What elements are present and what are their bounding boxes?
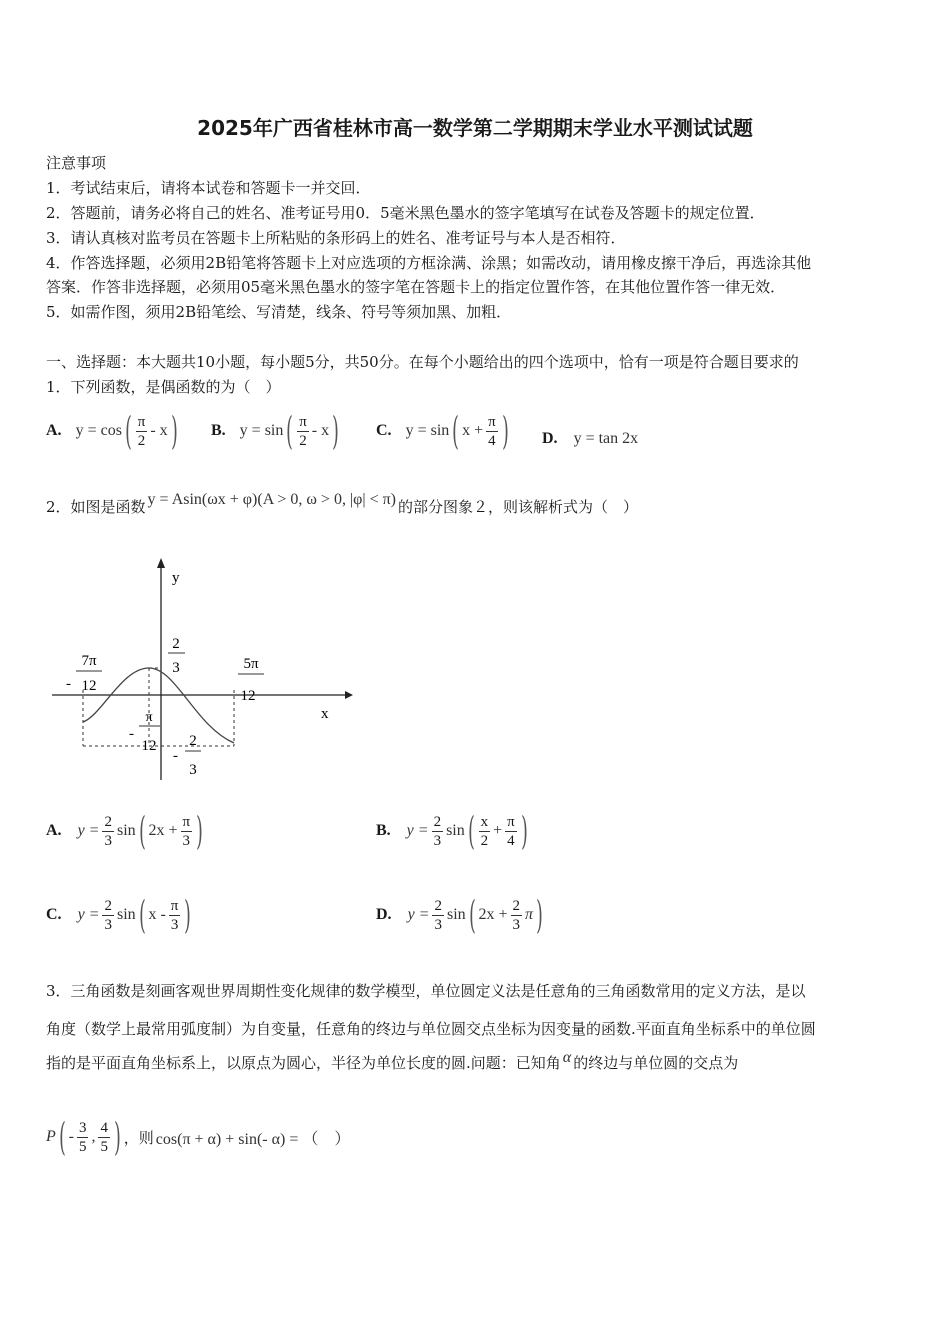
q3-point-line (46, 1115, 351, 1159)
q1b-lhs: y = sin (239, 422, 284, 439)
paren-open: ( (452, 409, 460, 453)
option-label: A. (46, 822, 62, 839)
notice-heading: 注意事项 (46, 154, 107, 172)
x-axis-arrow-icon (345, 691, 353, 699)
p-x-fraction: $\frac{3}{5}$ (78, 1119, 87, 1155)
arg-head: x - (148, 906, 166, 923)
paren-open: ( (138, 893, 146, 937)
option-label: A. (46, 422, 62, 439)
q1a-tail: - x (150, 422, 168, 439)
arg-tail: π (525, 906, 534, 923)
p-y-fraction: $\frac{4}{5}$ (100, 1119, 108, 1155)
alpha-symbol: α (562, 1048, 572, 1066)
sine-curve-main (83, 668, 234, 743)
point-label: P (46, 1128, 56, 1145)
q2-option-a[interactable] (46, 809, 204, 853)
coef-fraction: $\frac{2}{3}$ (104, 897, 112, 933)
label-top-den: 3 (172, 660, 180, 676)
fn-name: sin (116, 822, 136, 839)
label-top-num: 2 (172, 636, 180, 652)
option-label: B. (211, 422, 226, 439)
paren-close: ) (114, 1115, 121, 1159)
q3-line-3-pre: 指的是平面直角坐标系上，以原点为圆心，半径为单位长度的圆.问题：已知角 (46, 1054, 561, 1072)
paren-close: ) (536, 893, 543, 937)
paren-close: ) (501, 409, 509, 453)
y-axis-arrow-icon (157, 558, 165, 568)
label-right-den: 12 (240, 688, 256, 704)
paren-open: ( (467, 809, 475, 853)
q1b-tail: - x (311, 422, 330, 439)
paren-close: ) (520, 809, 528, 853)
coef-fraction: $\frac{2}{3}$ (104, 813, 112, 849)
fn-name: sin (116, 906, 136, 923)
arg-fraction: $\frac{\pi}{4}$ (507, 813, 515, 849)
coef-fraction: $\frac{2}{3}$ (433, 813, 442, 849)
paren-close: ) (332, 409, 339, 453)
y-equals: y = (406, 822, 429, 839)
q1b-fraction: $\frac{\pi}{2}$ (299, 413, 307, 449)
q3-line-3-post: 的终边与单位圆的交点为 (573, 1054, 739, 1072)
q1-option-c[interactable] (376, 409, 510, 453)
label-left-den: 12 (81, 678, 97, 694)
q2-option-d[interactable] (376, 893, 544, 937)
notice-line-6: 5．如需作图，须用2B铅笔绘、写清楚，线条、符号等须加黑、加粗． (46, 303, 512, 321)
coef-fraction: $\frac{2}{3}$ (434, 897, 442, 933)
plus-sign: + (493, 822, 503, 839)
paren-open: ( (286, 409, 294, 453)
q1c-lhs: y = sin (405, 422, 450, 439)
q1-stem: 1．下列函数，是偶函数的为（ ） (46, 378, 281, 396)
label-mid-num: π (145, 710, 153, 725)
q2-stem-post: 的部分图象２，则该解析式为（ ） (398, 498, 639, 516)
y-equals: y = (77, 906, 100, 923)
q1a-fraction: $\frac{\pi}{2}$ (137, 413, 146, 449)
section-heading: 一、选择题：本大题共10小题，每小题5分，共50分。在每个小题给出的四个选项中，恰有一项是符合题目要求的 (46, 353, 799, 371)
paren-close: ) (184, 893, 192, 937)
x-fraction: $\frac{x}{2}$ (480, 813, 489, 849)
notice-line-3: 3．请认真核对监考员在答题卡上所粘贴的条形码上的姓名、准考证号与本人是否相符． (46, 229, 626, 247)
label-left-sign: - (66, 676, 71, 692)
label-right-num: 5π (243, 656, 259, 672)
q2-graph (40, 550, 370, 790)
notice-line-4: 4．作答选择题，必须用2B铅笔将答题卡上对应选项的方框涂满、涂黑；如需改动，请用橡皮擦干净后，再选涂其他 (46, 254, 812, 272)
q1a-lhs: y = cos (75, 422, 122, 439)
q2-option-b[interactable] (376, 809, 529, 853)
label-left-num: 7π (81, 653, 97, 669)
paren-close: ) (170, 409, 178, 453)
fn-name: sin (446, 822, 465, 839)
y-axis-label: y (172, 570, 180, 586)
minus-sign: - (68, 1128, 74, 1145)
then-word: ，则 (123, 1128, 154, 1147)
x-axis-label: x (321, 706, 329, 722)
q1c-fraction: $\frac{\pi}{4}$ (488, 413, 496, 449)
q3-line-3 (46, 1048, 739, 1073)
arg-fraction: $\frac{2}{3}$ (512, 897, 520, 933)
option-label: C. (46, 906, 62, 923)
label-bot-sign: - (173, 748, 178, 764)
arg-head: 2x + (478, 906, 508, 923)
paren-close: ) (196, 809, 203, 853)
q3-expression: cos(π + α) + sin(- α) = （ ） (155, 1130, 351, 1148)
page-title: 2025年广西省桂林市高一数学第二学期期末学业水平测试试题 (197, 116, 753, 140)
y-equals: y = (77, 822, 100, 839)
paren-open: ( (124, 409, 132, 453)
fn-name: sin (446, 906, 466, 923)
q2-formula: y = Asin(ωx + φ)(A > 0, ω > 0, |φ| < π) (147, 490, 397, 508)
q2-stem (46, 490, 639, 517)
label-mid-den: 12 (141, 738, 157, 754)
q1c-head: x + (462, 422, 484, 439)
paren-open: ( (58, 1115, 66, 1159)
q2-stem-pre: 2．如图是函数 (46, 498, 146, 516)
q1d-expr: y = tan 2x (573, 430, 639, 447)
q2-option-c[interactable] (46, 893, 192, 937)
notice-line-5: 答案．作答非选择题，必须用05毫米黑色墨水的签字笔在答题卡上的指定位置作答，在其他位置作答一律无效． (46, 278, 786, 296)
paren-open: ( (138, 809, 146, 853)
arg-head: 2x + (148, 822, 178, 839)
notice-line-1: 1．考试结束后，请将本试卷和答题卡一并交回． (46, 179, 371, 197)
option-label: B. (376, 822, 391, 839)
q1-option-d[interactable] (542, 430, 638, 448)
label-mid-sign: - (129, 726, 134, 742)
y-equals: y = (407, 906, 430, 923)
option-label: D. (376, 906, 392, 923)
paren-open: ( (468, 893, 476, 937)
q1-option-b[interactable] (211, 409, 340, 453)
option-label: C. (376, 422, 392, 439)
comma: , (91, 1128, 96, 1145)
option-label: D. (542, 430, 558, 447)
notice-line-2: 2．答题前，请务必将自己的姓名、准考证号用0．5毫米黑色墨水的签字笔填写在试卷及答题卡的规定位置． (46, 204, 765, 222)
q3-line-1: 3．三角函数是刻画客观世界周期性变化规律的数学模型，单位圆定义法是任意角的三角函数常用的定义方法，是以 (46, 982, 806, 1000)
arg-fraction: $\frac{\pi}{3}$ (182, 813, 191, 849)
q1-option-a[interactable] (46, 409, 178, 453)
arg-fraction: $\frac{\pi}{3}$ (170, 897, 179, 933)
label-bot-den: 3 (189, 762, 197, 778)
q3-line-2: 角度（数学上最常用弧度制）为自变量，任意角的终边与单位圆交点坐标为因变量的函数.平面直角坐标系中的单位圆 (46, 1020, 816, 1038)
label-bot-num: 2 (189, 733, 197, 749)
